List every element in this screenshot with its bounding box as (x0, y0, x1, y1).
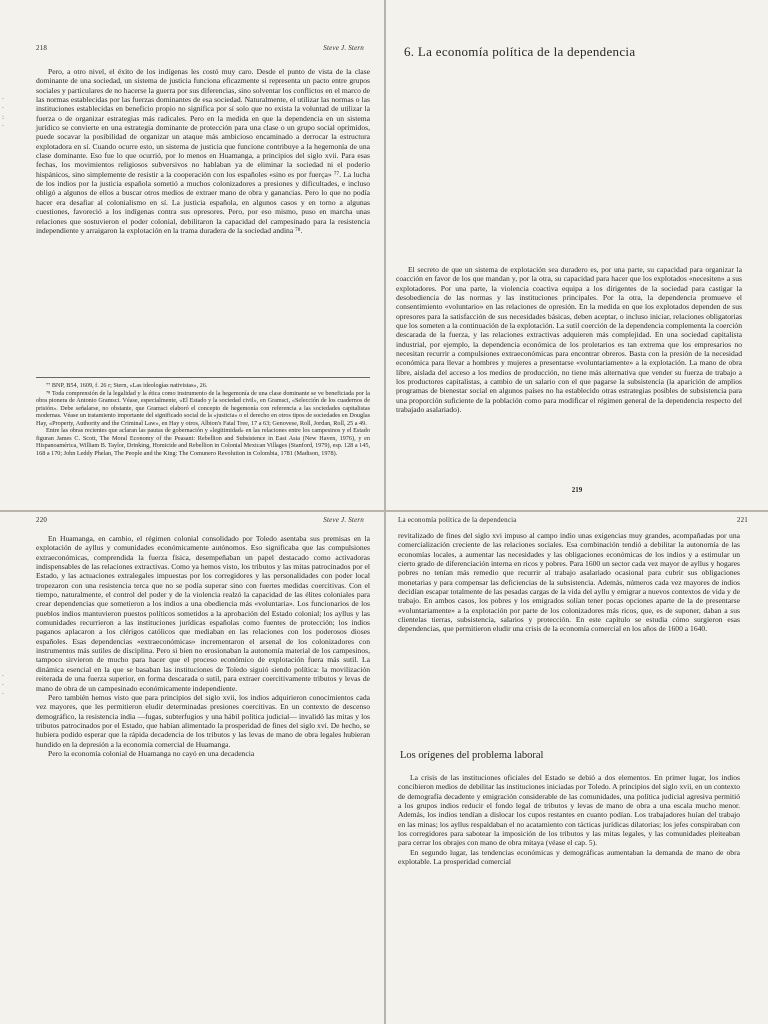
page-218 (0, 0, 384, 510)
body-text (398, 531, 740, 634)
paragraph: En Huamanga, en cambio, el régimen colonial consolidado por Toledo asentaba sus premisas en la explotación de ayllus y comunidades económicamente autónomos. Eso significaba que las compulsiones extraeconómicas, comprendida la fuerza física, desempeñaban un papel destacado como activadoras indispensables de las relaciones extractivas. Como ya hemos visto, los tributos y las mitas patrocinados por el Estado, y las actuaciones extralegales impuestas por los corregidores y las personalidades con poder local tropezaron con una resistencia terca que no se podía superar sino con fuertes medidas coercitivas. Con el tiempo, naturalmente, el control del poder y de la violencia realzó la capacidad de las élites coloniales para crear dependencias que sometieron a los indios a una obediencia más «voluntaria». Los funcionarios de los pueblos indios mantuvieron puestos políticos sometidos a la aprobación del Estado colonial; los ayllus y las comunidades recurrieron a las instituciones jurídicas españolas como fuentes de protección; los indios paganos aplacaron a los clérigos católicos que mediaban en las relaciones con los poderosos dioses españoles. Esas dependencias «extraeconómicas» incrementaron el arsenal de los colonizadores con instrumentos más sutiles de disciplina. Pero si bien no erosionaban la autonomía material de los campesinos, tampoco sirvieron de mucho para hacer que el proceso económico de explotación fuera más sutil. La dinámica esencial en la que se basaban las instituciones de Toledo siguió siendo política: la movilización reiterada de una fuerza superior, en forma descarada o sutil, para extraer coercitivamente tributos y levas de mano de obra de un campesinado económicamente independiente. (36, 534, 370, 693)
page-221 (386, 512, 768, 1024)
margin-mark: · (2, 673, 4, 680)
page-number: 220 (36, 516, 48, 524)
running-head: La economía política de la dependencia (398, 516, 517, 524)
margin-mark: : (2, 114, 5, 121)
chapter-title: 6. La economía política de la dependencia (404, 44, 636, 59)
page-219 (386, 0, 768, 510)
margin-mark: · (2, 691, 4, 698)
page-220 (0, 512, 384, 1024)
footnote: ⁷⁸ Toda comprensión de la legalidad y la ética como instrumento de la hegemonía de una clase dominante se ve beneficiada por la obra pionera de Antonio Gramsci. Véase, especialmente, «El Estado y la sociedad civil», en Gramsci, «Selección de los cuadernos de prisión». Debe señalarse, no obstante, que Gramsci elaboró el concepto de hegemonía con referencia a las sociedades capitalistas modernas. Véase un tratamiento importante del significado social de la «justicia» o el derecho en otros tipos de sociedades en Douglas Hay, «Property, Authority and the Criminal Law», en Hay y otros, Albion's Fatal Tree, 17 a 63; Genovese, Roll, Jordan, Roll, 25 a 49. (36, 389, 370, 427)
paragraph: En segundo lugar, las tendencias económicas y demográficas aumentaban la demanda de mano de obra explotable. La prosperidad comercial (398, 847, 740, 867)
paragraph: Pero también hemos visto que para principios del siglo xvii, los indios adquirieron conocimientos cada vez mayores, que les permitieron eludir determinadas presiones coercitivas. En un contexto de descenso demográfico, la resistencia india —fugas, subterfugios y una hábil política judicial— invalidó las mitas y los tributos patrocinados por el Estado, que habían alimentado la prosperidad de fines del siglo xvi. De hecho, se hubiera podido esperar que la rápida decadencia de los tributos y las levas de mano de obra legales hubieran hundido en la depresión a la economía comercial de Huamanga. (36, 692, 370, 749)
page-number: 221 (736, 516, 748, 524)
paragraph: El secreto de que un sistema de explotación sea duradero es, por una parte, su capacidad para organizar la coacción en favor de los que mandan y, por la otra, su capacidad para hacer que los explotados «necesiten» a sus explotadores. Por una parte, la violencia coactiva equipa a los dirigentes de la sociedad para castigar la desobediencia de las normas y las instituciones principales. Por la otra, la dependencia promueve el consentimiento «voluntario» en las relaciones de opresión. En la medida en que los explotados dependen de sus opresores para la satisfacción de sus necesidades básicas, deben aceptar, o incluso iniciar, relaciones obligatorias que los someten a la continuación de la explotación. La sutil coerción de la dependencia complementa la coerción descarada de la fuerza, y las relaciones extractivas adquieren más complejidad. En una sociedad capitalista industrial, por ejemplo, la dependencia económica de los proletarios es tan extrema que los empresarios no necesitan recurrir a compulsiones extraeconómicas para encontrar obreros. Basta con la presión de la necesidad económica para llevar a hombres y mujeres a presentarse «voluntariamente» a la explotación. La mano de obra libre, aislada del acceso a los medios de producción, no tiene más alternativa que vender su fuerza de trabajo a los productores capitalistas, a cambio de un salario con el que pagarse la subsistencia (la aparición de amplios programas de bienestar social en algunos países no ha establecido otras estrategias posibles de subsistencia para una proporción suficiente de la población como para modificar el régimen general de la dependencia respecto del trabajado asalariado). (396, 265, 742, 415)
paragraph: Pero la economía colonial de Huamanga no cayó en una decadencia (48, 748, 255, 758)
paragraph: Pero, a otro nivel, el éxito de los indígenas les costó muy caro. Desde el punto de vista de la clase dominante de una sociedad, un sistema de justicia funciona eficazmente si representa un pacto entre grupos sociales y particulares de no hacerse la guerra por sus diferencias, sino solventar los conflictos en el marco de las normas establecidas por las fuerzas dominantes de esa sociedad. Naturalmente, el utilizar las normas o las instituciones establecidas en beneficio propio no significa por sí solo que no exista la voluntad de utilizar la fuerza o de organizar estrategias más radicales. Pero en la medida en que la dependencia en un sistema jurídico se convierte en una estrategia dominante de protección para una clase o un grupo social oprimidos, puede socavar la posibilidad de organizar un ataque más ambicioso encaminado a derrocar la estructura explotadora en sí. Cuando ocurre esto, un sistema de justicia que funcione contribuye a la hegemonía de una clase dominante. Eso fue lo que ocurrió, por lo menos en Huamanga, a principios del siglo xvii. Para esas fechas, los movimientos religiosos subversivos no hablaban ya de eliminar la sociedad ni el poderío hispánicos, sino simplemente de resistir a la cooperación con los españoles «sino es por fuerça» ⁷⁷. La lucha de los indios por la justicia española sometió a muchos colonizadores a presiones y dificultades, e incluso obligó a algunos de ellos a buscar otros medios de extraer mano de obra y ganancias. Pero lo que no podía hacer era desafiar al colonialismo en sí. La justicia española, en algunos casos y en torno a algunas cuestiones, favoreció a los indígenas contra sus opresores. Pero, por eso mismo, puso en marcha unas relaciones que sostuvieron el poder colonial, debilitaron la capacidad del campesinado para la resistencia independiente y arraigaron la explotación en la trama duradera de la sociedad andina ⁷⁸. (36, 67, 370, 235)
running-head: Steve J. Stern (323, 516, 364, 524)
running-head: Steve J. Stern (323, 44, 364, 52)
section-body-text (398, 773, 740, 866)
body-text (396, 265, 742, 415)
margin-marks (2, 672, 12, 699)
page-number: 219 (571, 486, 583, 494)
body-text (36, 534, 370, 758)
footnote: Entre las obras recientes que aclaran las pautas de gobernación y «legitimidad» en las relaciones entre los campesinos y el Estado figuran James C. Scott, The Moral Economy of the Peasant: Rebellion and Subsistence in East Asia (New Haven, 1976), y en Hispanoamérica, William B. Taylor, Drinking, Homicide and Rebellion in Colonial Mexican Villages (Stanford, 1979), esp. 128 a 145, 168 a 170; John Leddy Phelan, The People and the King: The Comunero Revolution in Colombia, 1781 (Madison, 1978). (36, 427, 370, 457)
margin-mark: · (2, 123, 4, 130)
margin-mark: · (2, 105, 4, 112)
footnotes (36, 377, 370, 457)
margin-mark: · (2, 96, 4, 103)
paragraph: La crisis de las instituciones oficiales del Estado se debió a dos elementos. En primer lugar, los indios concibieron medios de debilitar las instituciones iniciadas por Toledo. A principios del siglo xvii, en un contexto de demografía decadente y emigración considerable de las comunidades, una política judicial agresiva permitió a los grupos indios reducir el fondo legal de tributos y levas de mano de obra a una escala mucho menor. Además, los indios tendían a dislocar los cupos restantes en cuanto podían. Los trabajadores huían del trabajo en las minas; los ayllus respaldaban el no acatamiento con tácticas jurídicas dilatorias; los jefes conspiraban con los corregidores para sabotear la imposición de los tributos y las mitas legales, y las comunidades pleiteaban para cerrar los obrajes con mano de obra mitaya (véase el cap. 5). (398, 773, 740, 848)
paragraph: revitalizado de fines del siglo xvi impuso al campo indio unas exigencias muy grandes, acompañadas por una comercialización creciente de las relaciones sociales. Esa combinación tendió a debilitar la autonomía de las economías locales, a aumentar las necesidades y las obligaciones económicas de los indios y a estimular un cierto grado de diferenciación interna en ricos y pobres. Para 1600 un sector cada vez mayor de ayllus y hogares pobres no tenían más remedio que recurrir al trabajo asalariado ocasional para cubrir sus obligaciones monetarias y para compensar las deficiencias de la subsistencia. Además, números cada vez mayores de indios decidían escapar totalmente de las pesadas cargas de la vida del ayllu y emigrar a nuevos contextos de vida y de trabajo. En ambos casos, los pobres y los emigrados solían tener pocas opciones aparte de la de presentarse «voluntariamente» a la explotación por parte de los colonizadores más ricos, que, es de suponer, daban a sus clientelas tierras, subsistencia, salarios y protección. En este capítulo se estudia cómo surgieron esas dependencias, que permitieron eludir una crisis de la economía comercial en los años de 1600 a 1640. (398, 531, 740, 634)
section-title: Los orígenes del problema laboral (400, 750, 544, 761)
margin-mark: · (2, 682, 4, 689)
footnote: ⁷⁷ BNP, B54, 1609, f. 26 r; Stern, «Las ideologías nativistas», 26. (46, 382, 208, 389)
margin-marks (2, 95, 12, 131)
body-text (36, 67, 370, 235)
page-number: 218 (36, 44, 48, 52)
